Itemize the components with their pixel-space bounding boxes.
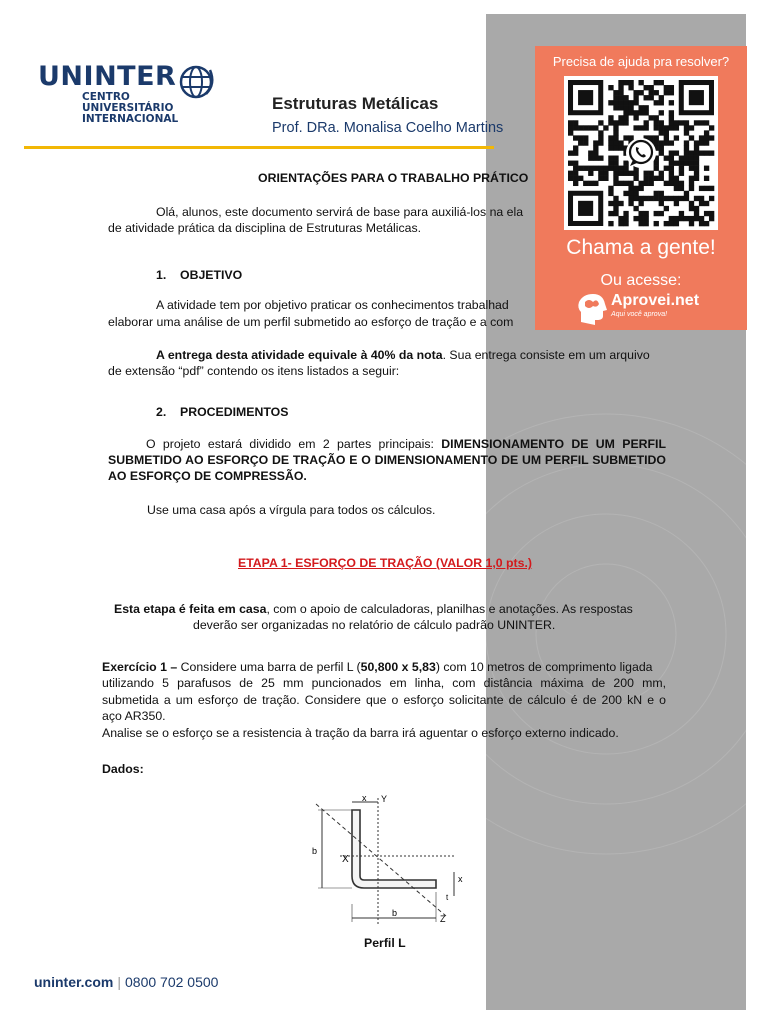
procedures-bold-3: ESFORÇO DE COMPRESSÃO. [129, 469, 307, 483]
exercise-line-1 [102, 659, 653, 675]
diagonal-axis [316, 804, 446, 916]
globe-icon [176, 64, 222, 100]
data-label: Dados: [102, 762, 144, 776]
stage-line-2: deverão ser organizadas no relatório de cálculo padrão UNINTER. [193, 618, 556, 632]
ad-question: Precisa de ajuda pra resolver? [552, 54, 730, 69]
qr-code[interactable] [564, 76, 718, 230]
footer-site[interactable]: uninter.com [34, 974, 114, 990]
procedures-bold-1: DIMENSIONAMENTO DE UM PERFIL [441, 437, 666, 451]
ad-brand-name: Aprovei.net [611, 292, 700, 309]
intro-line-1: Olá, alunos, este documento servirá de base para auxiliá-los na ela [156, 205, 524, 219]
header-divider [24, 146, 494, 149]
aprovei-logo[interactable] [575, 292, 700, 331]
label-t: t [446, 893, 449, 902]
delivery-rest: . Sua entrega consiste em um arquivo [442, 348, 650, 362]
footer-phone: 0800 702 0500 [125, 974, 219, 990]
exercise-line-4: aço AR350. [102, 709, 166, 723]
label-b-vertical: b [312, 846, 318, 856]
exercise-line-3: submetida a um esforço de tração. Considere que o esforço solicitante de cálculo é de 200 kN e o [102, 693, 666, 707]
section-2-title: PROCEDIMENTOS [180, 405, 289, 419]
label-x-right: x [458, 874, 463, 884]
delivery-line-1 [156, 347, 650, 363]
figure-caption: Perfil L [364, 936, 406, 950]
whatsapp-icon [626, 138, 656, 168]
footer [34, 974, 218, 990]
help-ad-banner[interactable] [535, 46, 747, 330]
brain-head-icon [575, 292, 607, 326]
procedures-bold-2: SUBMETIDO AO ESFORÇO DE TRAÇÃO E O DIMENSIONAMENTO DE UM PERFIL SUBMETIDO AO [108, 453, 666, 483]
l-profile-shape [352, 810, 436, 888]
objective-line-1: A atividade tem por objetivo praticar os conhecimentos trabalhad [156, 298, 509, 312]
delivery-line-2: de extensão “pdf” contendo os itens listados a seguir: [108, 364, 400, 378]
logo-sub-line-2: UNIVERSITÁRIO [82, 102, 174, 114]
stage-bold: Esta etapa é feita em casa [114, 602, 267, 616]
procedures-normal: O projeto estará dividido em 2 partes principais: [146, 437, 442, 451]
label-b-horizontal: b [392, 908, 398, 918]
exercise-text-c: ) com 10 metros de comprimento ligada [435, 660, 653, 674]
ad-tagline: Aqui você aprova! [611, 311, 668, 318]
delivery-bold: A entrega desta atividade equivale à 40% da nota [156, 348, 443, 362]
objective-line-2: elaborar uma análise de um perfil submetido ao esforço de tração e a com [108, 315, 514, 329]
exercise-label: Exercício 1 – [102, 660, 181, 674]
l-profile-figure [306, 792, 466, 932]
logo-sub-line-1: CENTRO [82, 91, 130, 103]
document-title: ORIENTAÇÕES PARA O TRABALHO PRÁTICO [258, 171, 529, 185]
label-X: X [342, 854, 349, 865]
intro-line-2: de atividade prática da disciplina de Estruturas Metálicas. [108, 221, 422, 235]
exercise-line-5: Analise se o esforço se a resistencia à tração da barra irá aguentar o esforço externo indicado. [102, 726, 619, 740]
course-title: Estruturas Metálicas [272, 94, 439, 113]
section-1-title: OBJETIVO [180, 268, 243, 282]
stage-1-title: ETAPA 1- ESFORÇO DE TRAÇÃO (VALOR 1,0 pts.) [238, 556, 533, 570]
ad-cta[interactable]: Chama a gente! [566, 236, 716, 259]
stage-rest: , com o apoio de calculadoras, planilhas e anotações. As respostas [266, 602, 633, 616]
label-x-top: x [362, 793, 367, 803]
uninter-logo [38, 62, 178, 125]
exercise-profile: 50,800 x 5,83 [360, 660, 436, 674]
label-z: Z [440, 914, 446, 924]
professor-name: Prof. DRa. Monalisa Coelho Martins [272, 120, 504, 136]
footer-separator: | [117, 974, 121, 990]
exercise-line-2: utilizando 5 parafusos de 25 mm puncionados em linha, com distância máxima de 200 mm, [102, 676, 666, 690]
section-1-number: 1. [156, 268, 167, 282]
logo-sub-line-3: INTERNACIONAL [82, 113, 179, 125]
procedures-paragraph [108, 436, 666, 484]
logo-wordmark: UNINTER [38, 61, 177, 92]
qr-code-image [564, 76, 718, 230]
exercise-text-a: Considere uma barra de perfil L ( [180, 660, 361, 674]
decimal-note: Use uma casa após a vírgula para todos os cálculos. [147, 503, 436, 517]
stage-line-1 [114, 601, 633, 617]
label-y: Y [381, 794, 388, 804]
ad-or-access: Ou acesse: [600, 272, 682, 289]
section-2-number: 2. [156, 405, 167, 419]
